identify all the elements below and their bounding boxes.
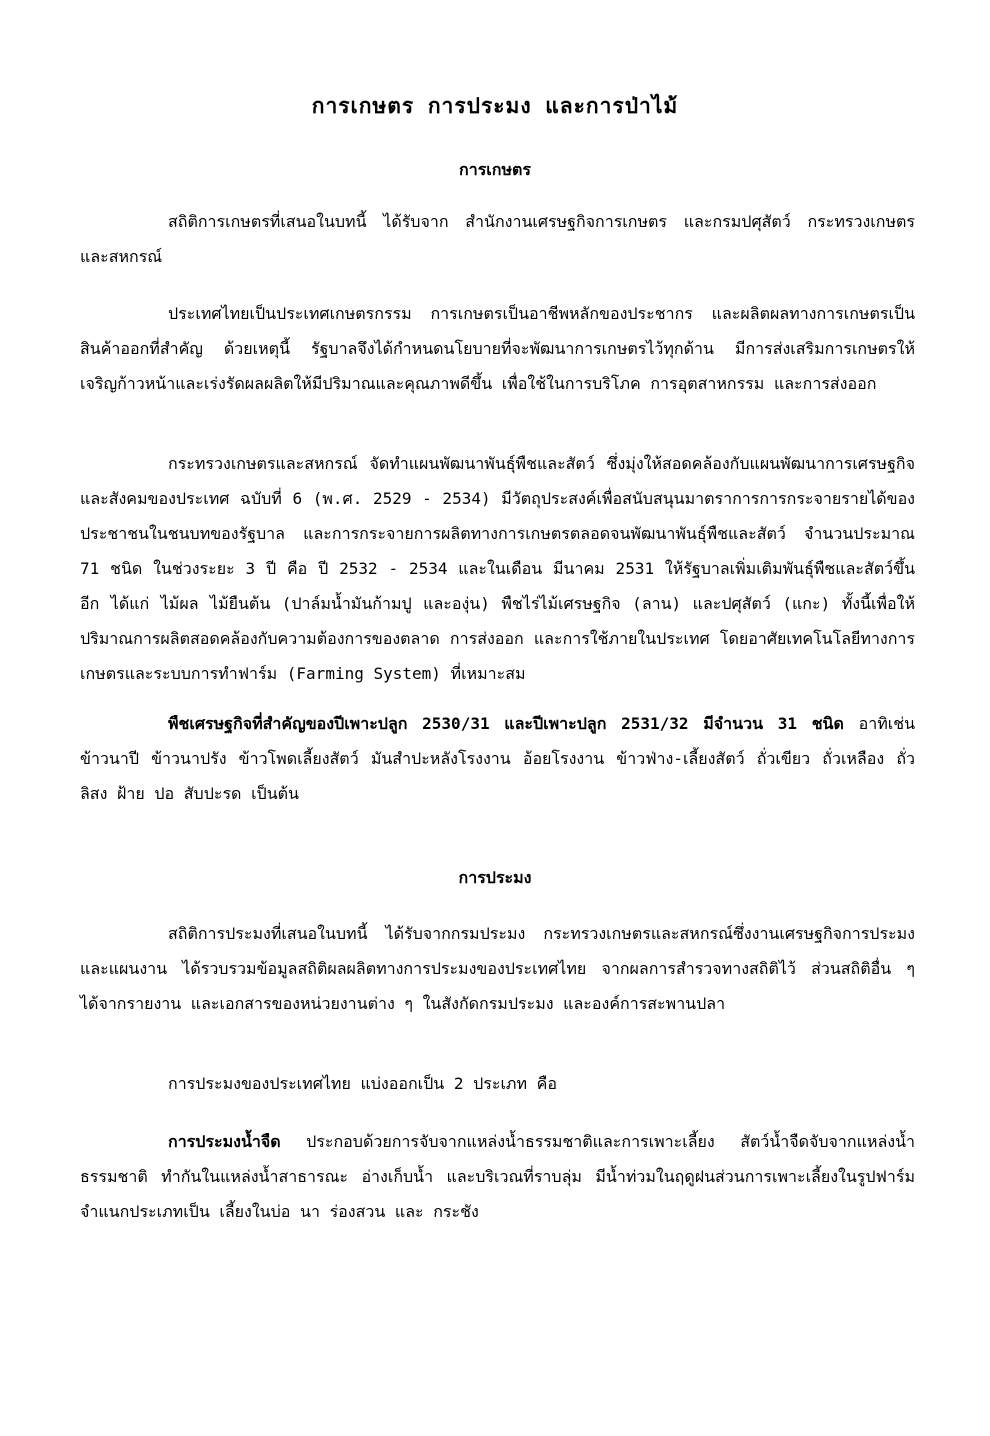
section-heading-agriculture: การเกษตร: [459, 160, 531, 179]
fishery-paragraph-3-lead: การประมงน้ำจืด: [168, 1132, 281, 1151]
agriculture-paragraph-4-lead: พืชเศรษฐกิจที่สำคัญของปีเพาะปลูก 2530/31 และปีเพาะปลูก 2531/32 มีจำนวน 31 ชนิด: [168, 714, 844, 733]
fishery-paragraph-3-rest: ประกอบด้วยการจับจากแหล่งน้ำธรรมชาติและการเพาะเลี้ยง สัตว์น้ำจืดจับจากแหล่งน้ำธรรมชาติ ทำกันในแหล่งน้ำสาธารณะ อ่างเก็บน้ำ และบริเวณที่ราบลุ่ม มีน้ำท่วมในฤดูฝนส่วนการเพาะเลี้ยงในรูปฟาร์ม จำแนกประเภทเป็น เลี้ยงในบ่อ นา ร่องสวน และ กระชัง: [80, 1132, 915, 1221]
section-heading-fishery: การประมง: [458, 868, 532, 887]
page-title: การเกษตร การประมง และการป่าไม้: [311, 94, 679, 118]
fishery-paragraph-1: สถิติการประมงที่เสนอในบทนี้ ได้รับจากกรมประมง กระทรวงเกษตรและสหกรณ์ซึ่งงานเศรษฐกิจการประมงและแผนงาน ได้รวบรวมข้อมูลสถิติผลผลิตทางการประมงของประเทศไทย จากผลการสำรวจทางสถิติไว้ ส่วนสถิติอื่น ๆ ได้จากรายงาน และเอกสารของหน่วยงานต่าง ๆ ในสังกัดกรมประมง และองค์การสะพานปลา: [80, 924, 915, 1013]
fishery-paragraph-3: [80, 1124, 915, 1229]
agriculture-paragraph-4: [80, 706, 915, 811]
agriculture-paragraph-3: กระทรวงเกษตรและสหกรณ์ จัดทำแผนพัฒนาพันธุ์พืชและสัตว์ ซึ่งมุ่งให้สอดคล้องกับแผนพัฒนาการเศรษฐกิจและสังคมของประเทศ ฉบับที่ 6 (พ.ศ. 2529 - 2534) มีวัตถุประสงค์เพื่อสนับสนุนมาตราการการกระจายรายได้ของประชาชนในชนบทของรัฐบาล และการกระจายการผลิตทางการเกษตรตลอดจนพัฒนาพันธุ์พืชและสัตว์ จำนวนประมาณ 71 ชนิด ในช่วงระยะ 3 ปี คือ ปี 2532 - 2534 และในเดือน มีนาคม 2531 ให้รัฐบาลเพิ่มเติมพันธุ์พืชและสัตว์ขึ้นอีก ได้แก่ ไม้ผล ไม้ยืนต้น (ปาล์มน้ำมันก้ามปู และองุ่น) พืชไร่ไม้เศรษฐกิจ (ลาน) และปศุสัตว์ (แกะ) ทั้งนี้เพื่อให้ปริมาณการผลิตสอดคล้องกับความต้องการของตลาด การส่งออก และการใช้ภายในประเทศ โดยอาศัยเทคโนโลยีทางการเกษตรและระบบการทำฟาร์ม (Farming System) ที่เหมาะสม: [80, 454, 915, 683]
fishery-paragraph-2: การประมงของประเทศไทย แบ่งออกเป็น 2 ประเภท คือ: [168, 1074, 557, 1093]
agriculture-paragraph-1: สถิติการเกษตรที่เสนอในบทนี้ ได้รับจาก สำนักงานเศรษฐกิจการเกษตร และกรมปศุสัตว์ กระทรวงเกษตรและสหกรณ์: [80, 212, 915, 266]
agriculture-paragraph-4-rest: อาทิเช่น ข้าวนาปี ข้าวนาปรัง ข้าวโพดเลี้ยงสัตว์ มันสำปะหลังโรงงาน อ้อยโรงงาน ข้าวฟ่าง-เลี้ยงสัตว์ ถั่วเขียว ถั่วเหลือง ถั่วลิสง ฝ้าย ปอ สับปะรด เป็นต้น: [80, 714, 916, 803]
agriculture-paragraph-2: ประเทศไทยเป็นประเทศเกษตรกรรม การเกษตรเป็นอาชีพหลักของประชากร และผลิตผลทางการเกษตรเป็นสินค้าออกที่สำคัญ ด้วยเหตุนี้ รัฐบาลจึงได้กำหนดนโยบายที่จะพัฒนาการเกษตรไว้ทุกด้าน มีการส่งเสริมการเกษตรให้เจริญก้าวหน้าและเร่งรัดผลผลิตให้มีปริมาณและคุณภาพดีขึ้น เพื่อใช้ในการบริโภค การอุตสาหกรรม และการส่งออก: [80, 304, 915, 393]
